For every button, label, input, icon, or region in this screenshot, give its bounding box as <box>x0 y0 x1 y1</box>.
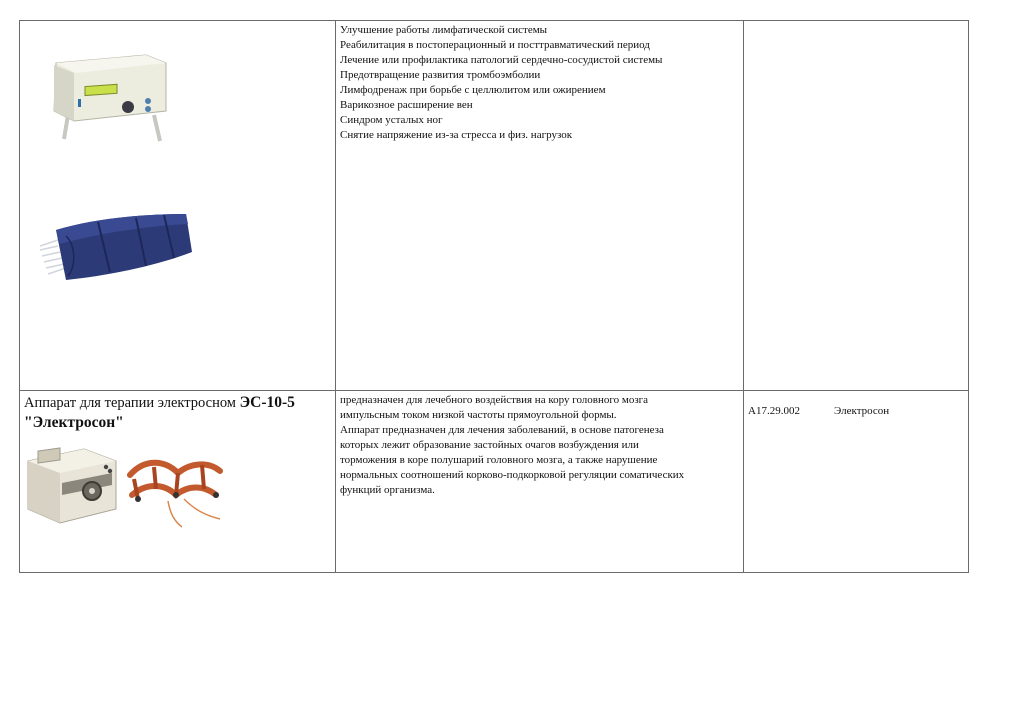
equipment-table <box>19 20 969 573</box>
device-model-name: ЭС-10-5 "Электросон" <box>24 394 295 431</box>
indication-item: Предотвращение развития тромбоэмболии <box>340 69 541 81</box>
row2-name-cell <box>19 390 336 573</box>
device-title-prefix: Аппарат для терапии электросном <box>24 395 240 411</box>
description-line: нормальных соотношений корково-подкорковой регуляции соматических <box>340 469 685 481</box>
electrosleep-device-image <box>24 443 120 527</box>
compression-sleeve-image <box>36 206 196 286</box>
pneumomassage-device-image <box>50 49 170 145</box>
electrode-headgear-image <box>124 449 224 529</box>
row1-code-cell <box>743 20 969 391</box>
description-line: которых лежит образование застойных очагов возбуждения или <box>340 439 639 451</box>
indication-item: Снятие напряжение из-за стресса и физ. нагрузок <box>340 129 573 141</box>
description-line: Аппарат предназначен для лечения заболеваний, в основе патогенеза <box>340 424 664 436</box>
indication-item: Варикозное расширение вен <box>340 99 473 111</box>
indication-item: Лимфодренаж при борьбе с целлюлитом или ожирением <box>340 84 606 96</box>
procedure-code: А17.29.002 <box>748 405 800 417</box>
indication-item: Улучшение работы лимфатической системы <box>340 24 548 36</box>
description-line: торможения в коре полушарий головного мозга, а также нарушение <box>340 454 658 466</box>
row1-image-cell <box>19 20 336 391</box>
description-line: импульсным током низкой частоты прямоугольной формы. <box>340 409 617 421</box>
procedure-code-line <box>748 405 889 417</box>
device-title <box>24 393 335 433</box>
procedure-name: Электросон <box>834 405 890 417</box>
indication-item: Лечение или профилактика патологий сердечно-сосудистой системы <box>340 54 663 66</box>
description-line: функций организма. <box>340 484 435 496</box>
description-line: предназначен для лечебного воздействия на кору головного мозга <box>340 394 649 406</box>
indication-item: Реабилитация в постоперационный и посттравматический период <box>340 39 650 51</box>
row2-description-cell <box>335 390 744 573</box>
row1-description-cell <box>335 20 744 391</box>
row2-code-cell <box>743 390 969 573</box>
indication-item: Синдром усталых ног <box>340 114 443 126</box>
